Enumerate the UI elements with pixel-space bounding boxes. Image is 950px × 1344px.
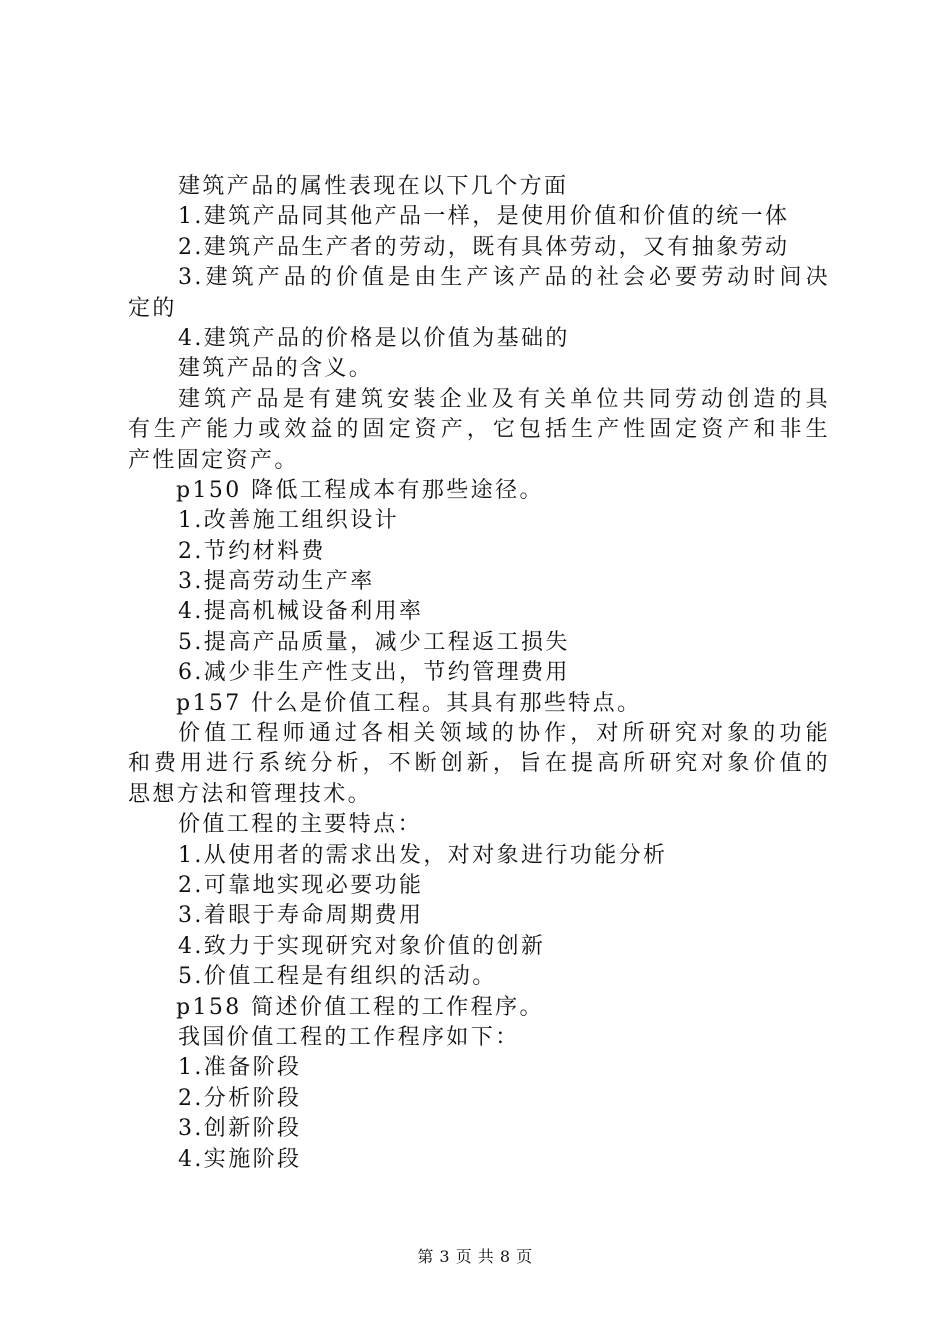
text-line: 1.建筑产品同其他产品一样，是使用价值和价值的统一体: [178, 204, 790, 230]
text-line: 有生产能力或效益的固定资产，它包括生产性固定资产和非生: [128, 417, 830, 443]
text-line: p150 降低工程成本有那些途径。: [176, 477, 544, 503]
text-line: 4.建筑产品的价格是以价值为基础的: [178, 325, 570, 351]
text-line: 3.提高劳动生产率: [178, 569, 375, 595]
text-line: 我国价值工程的工作程序如下：: [178, 1024, 520, 1050]
text-line: 建筑产品是有建筑安装企业及有关单位共同劳动创造的具: [178, 386, 830, 412]
page-footer: [0, 1244, 950, 1267]
text-line: 定的: [128, 295, 177, 321]
text-line: 2.可靠地实现必要功能: [178, 872, 424, 898]
text-line: 建筑产品的属性表现在以下几个方面: [178, 174, 569, 199]
page-number-label: 第 3 页 共 8 页: [417, 1247, 533, 1266]
text-line: 和费用进行系统分析，不断创新，旨在提高所研究对象价值的: [128, 751, 830, 777]
text-line: 4.实施阶段: [178, 1146, 302, 1172]
text-line: p158 简述价值工程的工作程序。: [176, 994, 544, 1020]
text-line: 价值工程师通过各相关领域的协作，对所研究对象的功能: [178, 721, 830, 747]
text-line: 4.致力于实现研究对象价值的创新: [178, 933, 546, 959]
text-line: 5.价值工程是有组织的活动。: [178, 964, 497, 990]
text-line: 3.着眼于寿命周期费用: [178, 903, 424, 929]
text-line: 1.改善施工组织设计: [178, 508, 399, 534]
document-body: [0, 172, 950, 1175]
text-line: 3.建筑产品的价值是由生产该产品的社会必要劳动时间决: [178, 265, 830, 291]
text-line: 4.提高机械设备利用率: [178, 599, 424, 625]
text-line: 价值工程的主要特点：: [178, 812, 423, 838]
text-line: 1.准备阶段: [178, 1055, 302, 1081]
text-line: 2.建筑产品生产者的劳动，既有具体劳动，又有抽象劳动: [178, 234, 790, 260]
text-line: 2.节约材料费: [178, 538, 326, 564]
text-line: 5.提高产品质量，减少工程返工损失: [178, 629, 570, 655]
text-line: 产性固定资产。: [128, 447, 299, 473]
text-line: 3.创新阶段: [178, 1116, 302, 1142]
text-line: p157 什么是价值工程。其具有那些特点。: [176, 690, 642, 716]
text-line: 1.从使用者的需求出发，对对象进行功能分析: [178, 842, 668, 868]
text-line: 思想方法和管理技术。: [128, 781, 373, 807]
text-line: 2.分析阶段: [178, 1085, 302, 1111]
text-line: 6.减少非生产性支出，节约管理费用: [178, 660, 570, 686]
text-line: 建筑产品的含义。: [178, 356, 374, 382]
